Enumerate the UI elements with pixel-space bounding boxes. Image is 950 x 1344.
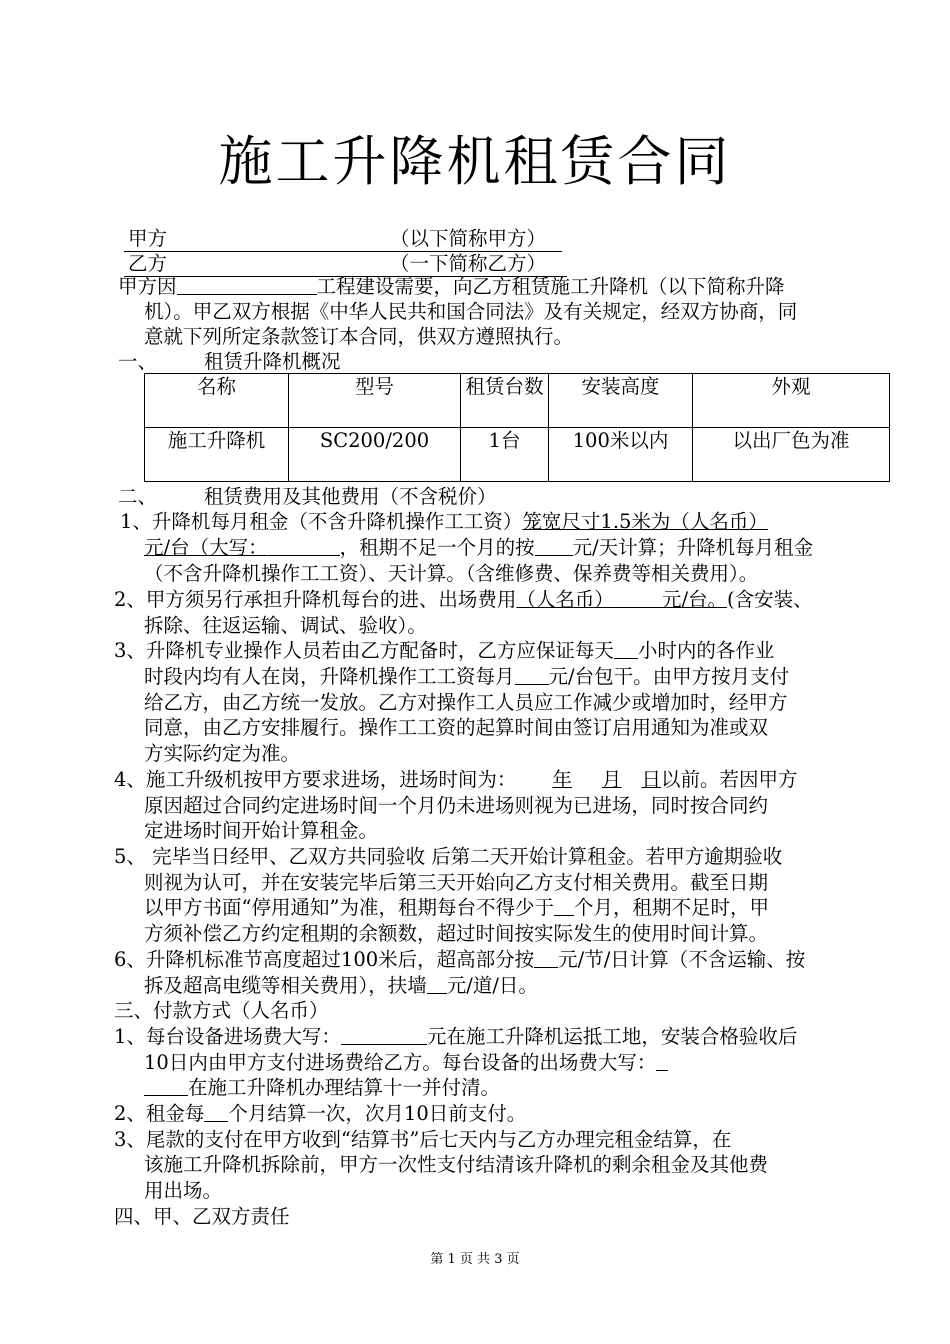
amount-blank [656,1050,668,1071]
section-3-heading: 三、付款方式（人名币） [114,999,329,1022]
intro-text: 工程建设需要，向乙方租赁施工升降机（以下简称升降 [316,275,785,298]
fee-4-line-1 [114,767,797,793]
clause-text: 1、升降机每月租金（不含升降机操作工工资） [120,510,523,533]
fee-1-line-1 [120,509,768,535]
fee-3-line-3: 给乙方，由乙方统一发放。乙方对操作工人员应工作减少或增加时，经甲方 [144,691,788,714]
clause-text: 元/天计算；升降机每月租金 [572,536,814,559]
table-cell: SC200/200 [289,428,461,482]
fee-6-line-1 [114,947,805,973]
fee-2-line-1 [114,587,813,613]
amount-blank [341,1024,427,1045]
months-blank [554,895,574,916]
section-title: 租赁费用及其他费用（不含税价） [204,485,497,508]
page-footer: 第 1 页 共 3 页 [430,1252,520,1267]
pay-1-line-3 [144,1075,500,1101]
pay-2-line-1 [114,1101,526,1127]
fee-2-line-2: 拆除、往返运输、调试、验收）。 [144,614,427,637]
table-cell: 100米以内 [549,428,693,482]
clause-text: 小时内的各作业 [637,639,775,662]
clause-text: 10日内由甲方支付进场费给乙方。每台设备的出场费大写： [144,1051,657,1074]
clause-text: 时段内均有人在岗，升降机操作工工资每月 [144,665,515,688]
fee-3-line-1 [114,638,774,664]
clause-text: 4、施工升级机按甲方要求进场，进场时间为： [114,768,517,791]
underlined-text: 元/台（大写： [144,536,268,559]
pay-3-line-2: 该施工升降机拆除前，甲方一次性支付结清该升降机的剩余租金及其他费 [144,1153,769,1176]
fee-4-line-3: 定进场时间开始计算租金。 [144,819,379,842]
amount-blank [535,535,573,556]
fee-3-line-2 [144,664,789,690]
section-number: 二、 [118,485,158,508]
page-title: 施工升降机租赁合同 [218,130,732,193]
pay-3-line-1: 3、尾款的支付在甲方收到“结算书”后七天内与乙方办理完租金结算，在 [114,1128,732,1151]
table-header-cell: 型号 [289,374,461,428]
amount-blank [268,535,340,556]
clause-text: 2、甲方须另行承担升降机每台的进、出场费用 [114,588,517,611]
clause-text: 以甲方书面“停用通知”为准，租期每台不得少于 [144,896,554,919]
clause-text: 元/台包干。由甲方按月支付 [548,665,790,688]
date-day-label: 日 [641,768,661,791]
pay-1-line-2 [144,1050,668,1076]
fee-3-line-5: 方实际约定为准。 [144,742,301,765]
amount-blank [534,947,558,968]
clause-text: 个月结算一次，次月10日前支付。 [228,1102,527,1125]
fee-5-line-4: 方须补偿乙方约定租期的余额数，超过时间按实际发生的使用时间计算。 [144,922,769,945]
party-a-note: （以下简称甲方） [390,227,547,250]
intro-text: 甲方因 [118,275,177,298]
fee-5-line-1: 5、 完毕当日经甲、乙双方共同验收 后第二天开始计算租金。若甲方逾期验收 [114,845,783,868]
fee-1-line-2 [144,535,813,561]
table-cell: 以出厂色为准 [693,428,890,482]
pay-3-line-3: 用出场。 [144,1179,223,1202]
table-header-cell: 安装高度 [549,374,693,428]
clause-text: 元在施工升降机运抵工地，安装合格验收后 [426,1025,798,1048]
pay-1-line-1 [114,1024,797,1050]
section-number: 一、 [118,350,158,373]
clause-text: (含安装、 [727,588,813,611]
table-header-cell: 外观 [693,374,890,428]
intro-line-2: 机）。甲乙双方根据《中华人民共和国合同法》及有关规定，经双方协商，同 [144,300,798,323]
hours-blank [614,638,638,659]
spec-table [144,373,890,482]
clause-text: 在施工升降机办理结算十一并付清。 [188,1076,501,1099]
months-blank [204,1101,228,1122]
date-month-label: 月 [601,768,622,791]
section-1-heading [118,349,341,375]
clause-text: 6、升降机标准节高度超过100米后，超高部分按 [114,948,535,971]
fee-3-line-4: 同意，由乙方安排履行。操作工工资的起算时间由签订启用通知为准或双 [144,716,769,739]
clause-text: 拆及超高电缆等相关费用），扶墙 [144,974,427,997]
section-4-heading: 四、甲、乙双方责任 [114,1205,290,1228]
amount-blank [614,587,662,608]
table-header-cell: 租赁台数 [461,374,549,428]
fee-1-line-3: （不含升降机操作工工资）、天计算。（含维修费、保养费等相关费用）。 [144,562,759,585]
fee-5-line-3 [144,895,769,921]
party-b-label: 乙方 [128,252,168,275]
clause-text: ，租期不足一个月的按 [339,536,535,559]
date-year-label: 年 [552,768,572,791]
party-b-note: （一下简称乙方） [390,252,547,275]
clause-text: 以前。若因甲方 [660,768,798,791]
section-2-heading [118,484,497,510]
amount-blank [427,973,447,994]
table-row [145,428,890,482]
party-a-label: 甲方 [128,227,168,250]
intro-line-3: 意就下列所定条款签订本合同，供双方遵照执行。 [144,325,574,348]
section-title: 租赁升降机概况 [204,350,341,373]
clause-text: 元/节/日计算（不含运输、按 [558,948,806,971]
party-a-line [124,226,562,252]
fee-5-line-2: 则视为认可，并在安装完毕后第三天开始向乙方支付相关费用。截至日期 [144,871,769,894]
intro-line-1 [118,274,785,300]
project-name-blank [177,274,317,295]
underlined-text: （人名币） [516,588,614,611]
amount-blank [515,664,549,685]
fee-4-line-2: 原因超过合同约定进场时间一个月仍未进场则视为已进场，同时按合同约 [144,794,769,817]
entry-date [516,768,661,791]
table-header-cell: 名称 [145,374,289,428]
table-header-row [145,374,890,428]
amount-blank [144,1075,188,1096]
clause-text: 2、租金每 [114,1102,205,1125]
clause-text: 元/道/日。 [446,974,538,997]
underlined-text: 笼宽尺寸1.5米为（人名币） [522,510,768,533]
underlined-text: 元/台。 [661,588,728,611]
clause-text: 个月，租期不足时，甲 [573,896,769,919]
table-cell: 施工升降机 [145,428,289,482]
table-cell: 1台 [461,428,549,482]
clause-text: 3、升降机专业操作人员若由乙方配备时，乙方应保证每天 [114,639,614,662]
fee-6-line-2 [144,973,538,999]
clause-text: 1、每台设备进场费大写： [114,1025,341,1048]
